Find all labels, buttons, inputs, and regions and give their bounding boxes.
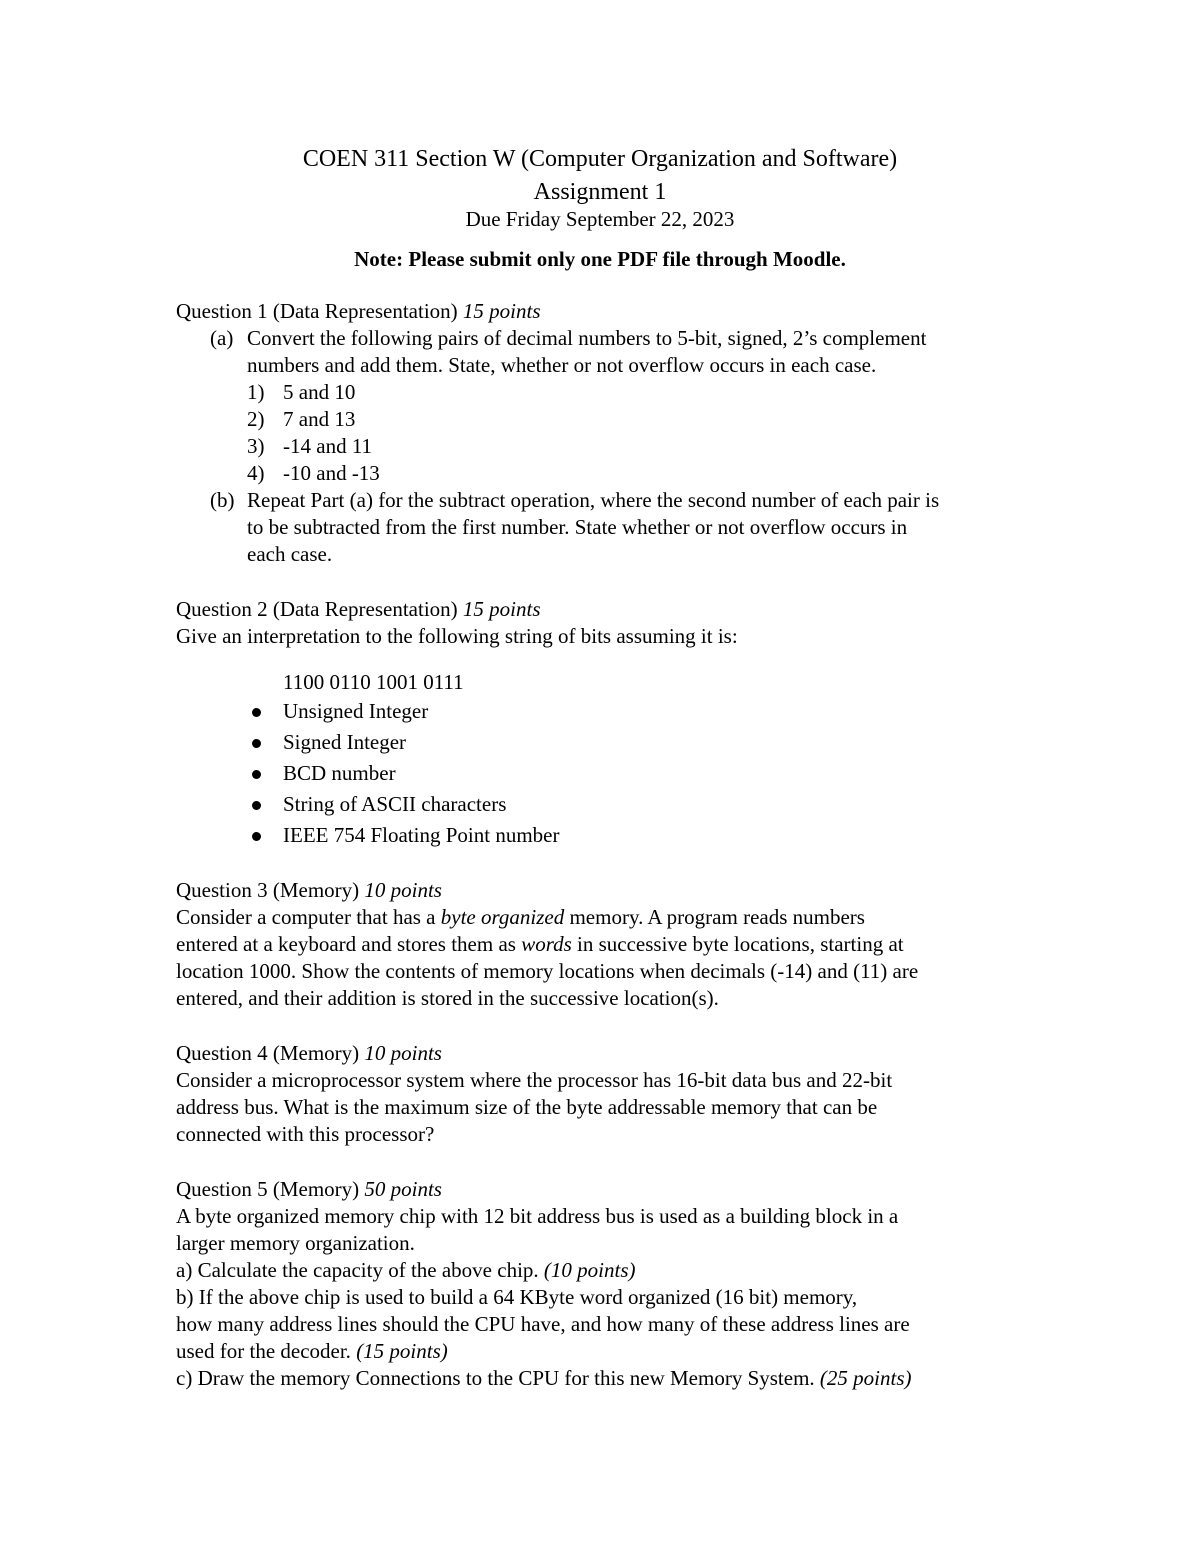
question-3-line-2 (176, 931, 1036, 958)
list-item-text: -10 and -13 (283, 461, 380, 485)
course-title: COEN 311 Section W (Computer Organization and Software) (302, 146, 898, 172)
question-3-line-1 (176, 904, 1036, 931)
list-item (176, 760, 1036, 791)
list-item-number: 2) (247, 407, 265, 431)
bullet-icon (252, 801, 261, 810)
question-3-text: in successive byte locations, starting at (571, 932, 904, 956)
question-2-title: Question 2 (Data Representation) (176, 597, 463, 621)
question-3-emphasis: words (521, 932, 572, 956)
question-2-list (176, 669, 1036, 853)
part-b-label: (b) (210, 488, 235, 512)
list-item (176, 822, 1036, 853)
list-item (176, 729, 1036, 760)
list-item-text: String of ASCII characters (283, 792, 507, 816)
part-b-line-2: to be subtracted from the first number. State whether or not overflow occurs in (247, 515, 908, 539)
question-5-points: 50 points (364, 1177, 442, 1201)
part-a-label: (a) (210, 326, 234, 350)
bullet-icon (252, 708, 261, 717)
list-item-text: 7 and 13 (283, 407, 356, 431)
list-item-number: 3) (247, 434, 265, 458)
question-4-line-2: address bus. What is the maximum size of the byte addressable memory that can be (176, 1095, 878, 1119)
submission-note: Note: Please submit only one PDF file through Moodle. (354, 247, 846, 271)
question-5-part-b-line-3 (176, 1338, 1036, 1365)
list-item (176, 791, 1036, 822)
part-a-text: a) Calculate the capacity of the above chip. (176, 1258, 544, 1282)
bullet-icon (252, 739, 261, 748)
part-a-line-1: Convert the following pairs of decimal numbers to 5-bit, signed, 2’s complement (247, 326, 927, 350)
question-3-line-3: location 1000. Show the contents of memory locations when decimals (-14) and (11) are (176, 959, 919, 983)
question-3-line-4: entered, and their addition is stored in the successive location(s). (176, 986, 719, 1010)
list-item (176, 698, 1036, 729)
list-item (176, 406, 1036, 433)
list-item (176, 460, 1036, 487)
question-3 (176, 877, 1036, 1012)
due-date: Due Friday September 22, 2023 (465, 207, 735, 231)
part-c-points: (25 points) (819, 1366, 912, 1390)
question-1 (176, 298, 1036, 568)
question-5-line-2: larger memory organization. (176, 1231, 415, 1255)
question-4-line-1: Consider a microprocessor system where the processor has 16-bit data bus and 22-bit (176, 1068, 893, 1092)
question-5-line-1: A byte organized memory chip with 12 bit address bus is used as a building block in a (176, 1204, 899, 1228)
list-item-number: 4) (247, 461, 265, 485)
part-a-line-2: numbers and add them. State, whether or not overflow occurs in each case. (247, 353, 877, 377)
question-1-part-a (176, 325, 1036, 379)
question-2-intro: Give an interpretation to the following string of bits assuming it is: (176, 624, 738, 648)
question-3-text: Consider a computer that has a (176, 905, 441, 929)
part-a-points: (10 points) (543, 1258, 636, 1282)
question-3-points: 10 points (364, 878, 442, 902)
question-1-heading (176, 298, 1036, 325)
question-3-title: Question 3 (Memory) (176, 878, 365, 902)
question-5-part-a (176, 1257, 1036, 1284)
question-2-points: 15 points (462, 597, 541, 621)
list-item-text: BCD number (283, 761, 396, 785)
question-5-part-b-line-1: b) If the above chip is used to build a 64 KByte word organized (16 bit) memory, (176, 1285, 858, 1309)
question-3-text: memory. A program reads numbers (564, 905, 865, 929)
question-1-title: Question 1 (Data Representation) (176, 299, 463, 323)
list-item-text: Unsigned Integer (283, 699, 429, 723)
bullet-icon (252, 832, 261, 841)
question-5 (176, 1176, 1036, 1392)
question-2-heading (176, 596, 1036, 623)
list-item-text: 5 and 10 (283, 380, 356, 404)
part-b-text: used for the decoder. (176, 1339, 357, 1363)
part-c-text: c) Draw the memory Connections to the CPU for this new Memory System. (176, 1366, 820, 1390)
list-item-text: Signed Integer (283, 730, 407, 754)
question-4-line-3: connected with this processor? (176, 1122, 435, 1146)
question-5-part-c (176, 1365, 1036, 1392)
list-item-number: 1) (247, 380, 265, 404)
assignment-title: Assignment 1 (533, 179, 667, 205)
list-item-text: -14 and 11 (283, 434, 373, 458)
bit-string: 1100 0110 1001 0111 (283, 670, 464, 694)
question-3-emphasis: byte organized (440, 905, 565, 929)
list-item-text: IEEE 754 Floating Point number (283, 823, 560, 847)
question-1-part-b (176, 487, 1036, 568)
bullet-icon (252, 770, 261, 779)
question-4-title: Question 4 (Memory) (176, 1041, 365, 1065)
part-b-line-3: each case. (247, 542, 333, 566)
part-b-points: (15 points) (356, 1339, 448, 1363)
question-4-heading (176, 1040, 1036, 1067)
question-3-heading (176, 877, 1036, 904)
question-4-points: 10 points (364, 1041, 442, 1065)
list-item (176, 379, 1036, 406)
list-item (176, 433, 1036, 460)
question-1-points: 15 points (462, 299, 541, 323)
question-5-part-b-line-2: how many address lines should the CPU have, and how many of these address lines are (176, 1312, 910, 1336)
question-5-title: Question 5 (Memory) (176, 1177, 365, 1201)
question-4 (176, 1040, 1036, 1148)
question-3-text: entered at a keyboard and stores them as (176, 932, 522, 956)
question-5-heading (176, 1176, 1036, 1203)
part-b-line-1: Repeat Part (a) for the subtract operation, where the second number of each pair is (247, 488, 940, 512)
question-2 (176, 596, 1036, 650)
